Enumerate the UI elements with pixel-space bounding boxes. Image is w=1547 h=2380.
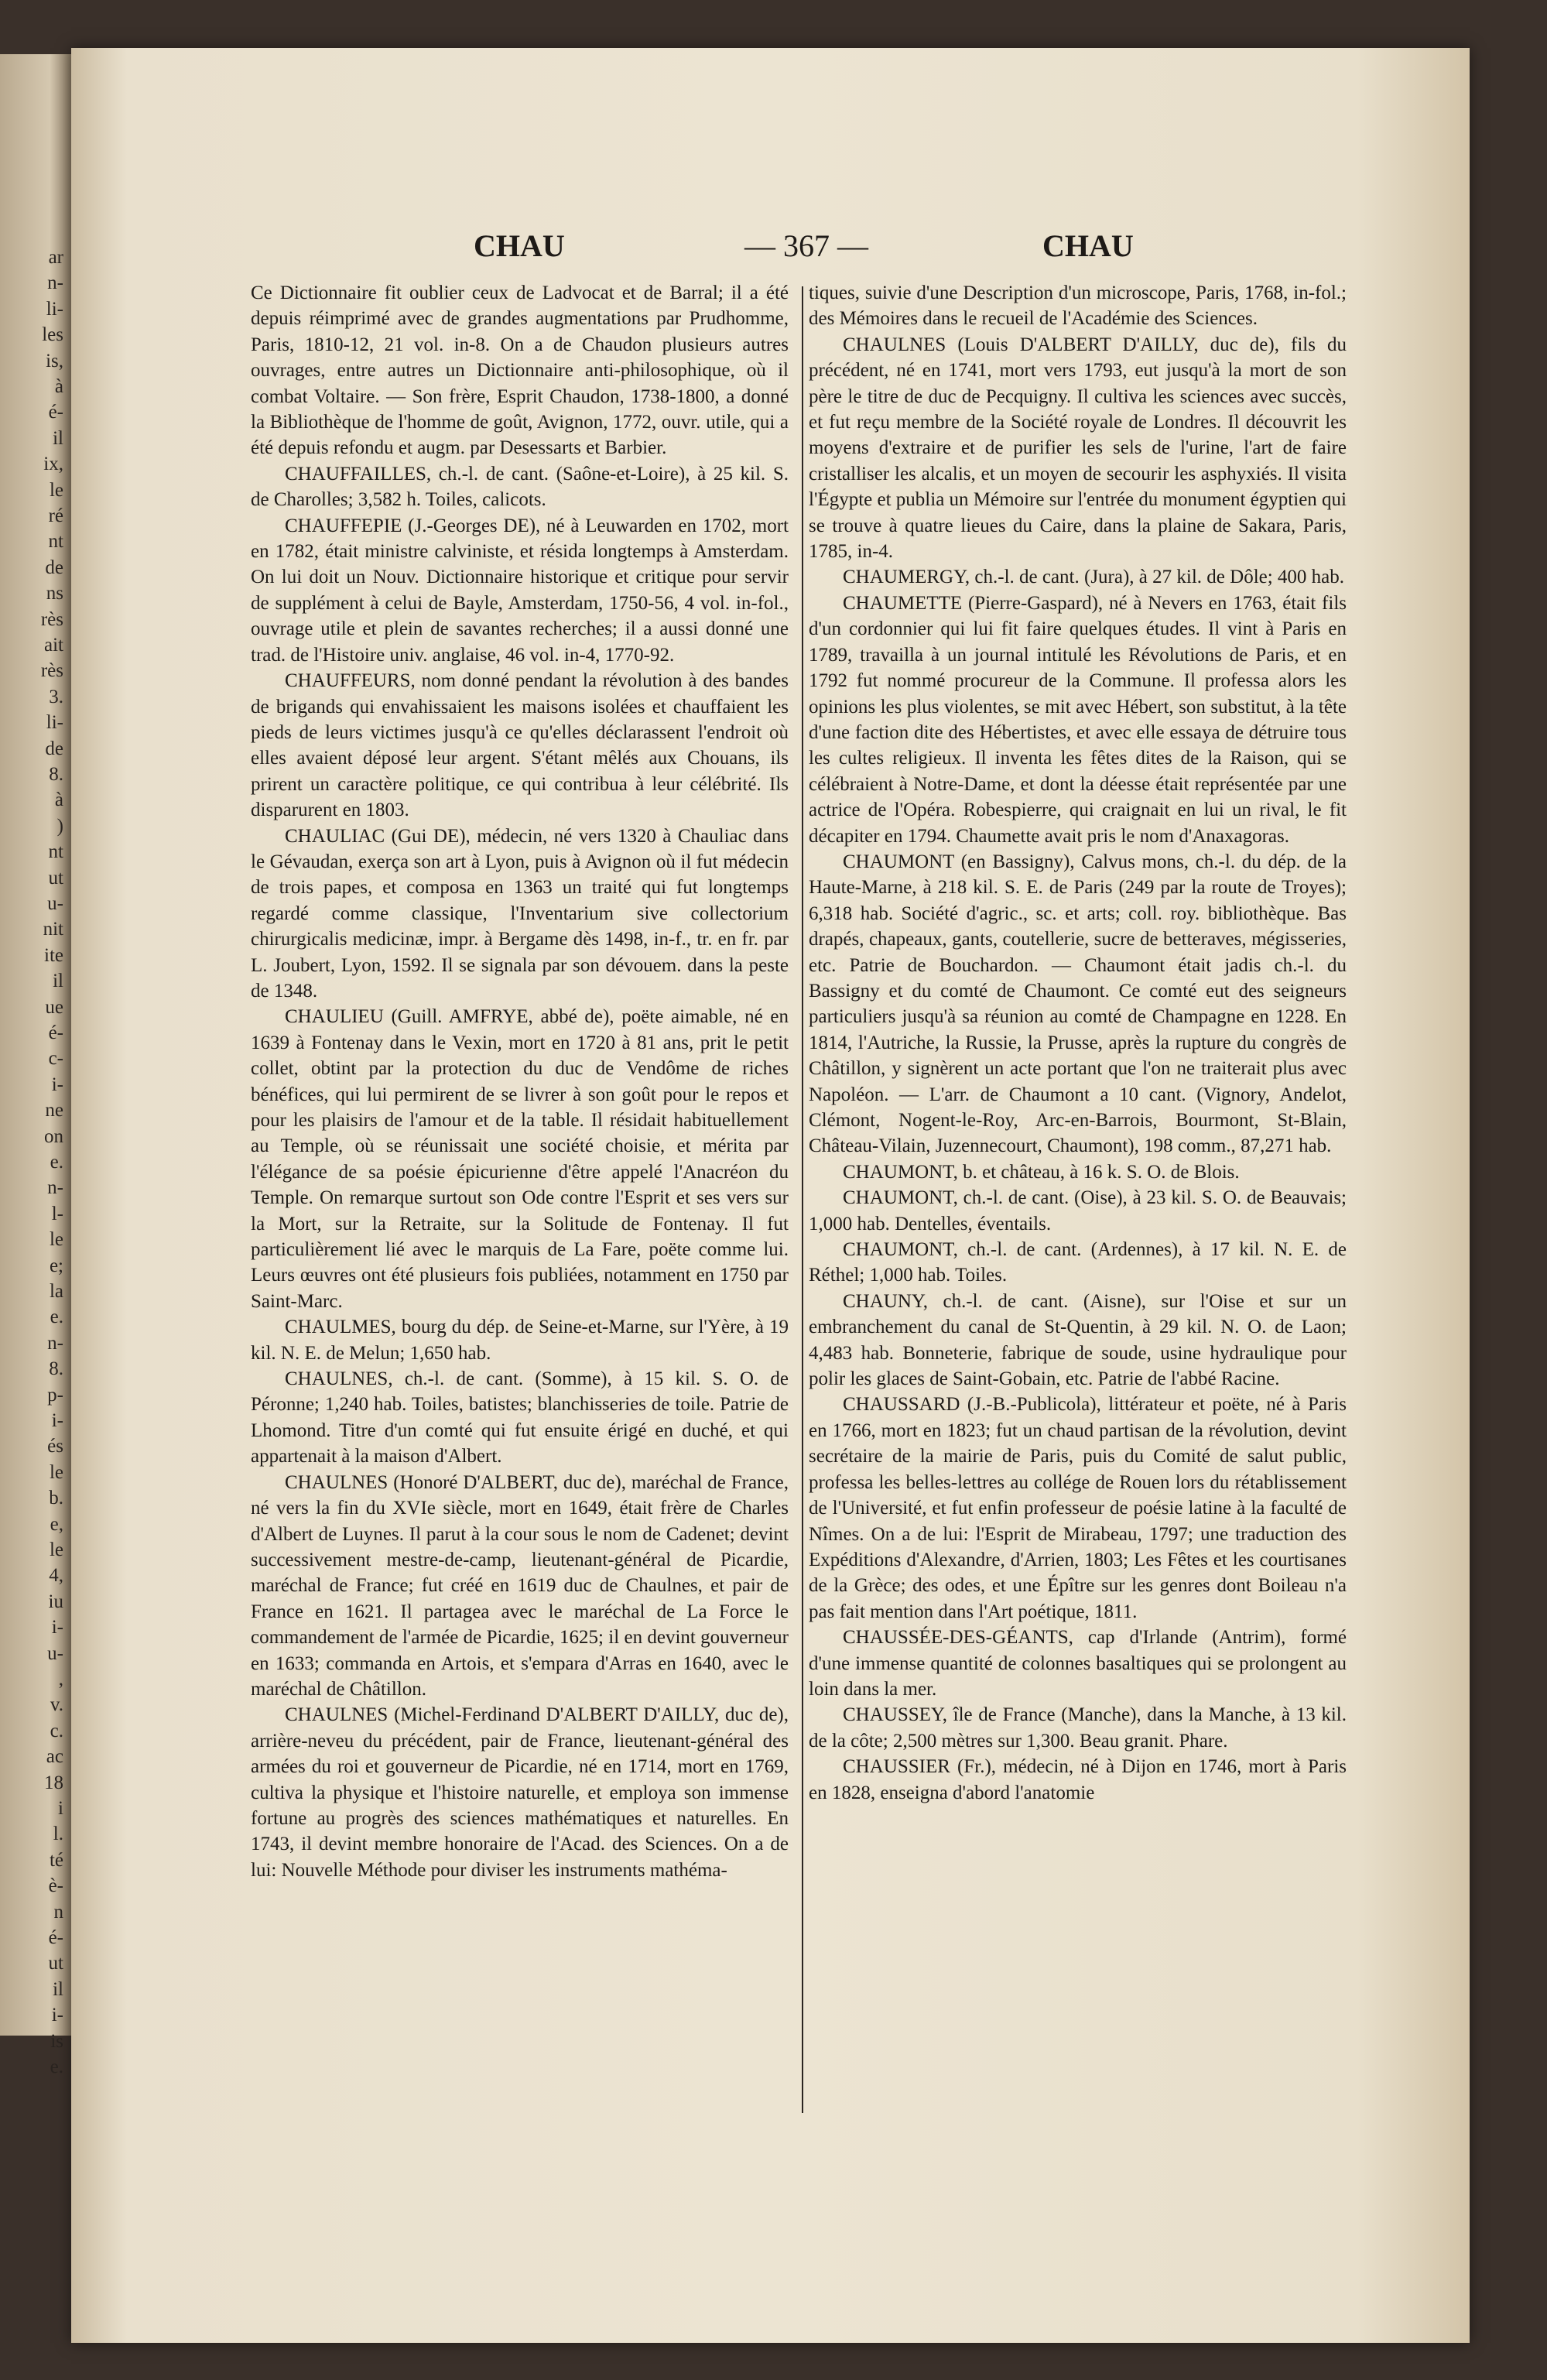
facing-page-fragment: i- bbox=[51, 2005, 63, 2026]
entry-paragraph: Ce Dictionnaire fit oublier ceux de Ladvocat et de Barral; il a été depuis réimprimé avec de grandes augmentations par Prudhomme, Paris, 1810-12, 21 vol. in-8. On a de Chaudon plusieurs autres ouvrages, entre autres un Dictionnaire anti-philosophique, où il combat Voltaire. — Son frère, Esprit Chaudon, 1738-1800, a donné la Bibliothèque de l'homme de goût, Avignon, 1772, ouvr. utile, qui a été depuis refondu et augm. par Desessarts et Barbier. bbox=[251, 283, 789, 459]
dictionary-page bbox=[71, 48, 1470, 2343]
facing-page-fragment: é- bbox=[48, 1927, 63, 1948]
facing-page-fragment: rès bbox=[40, 660, 63, 682]
facing-page-fragment: ite bbox=[44, 944, 63, 966]
facing-page-fragment: c- bbox=[48, 1048, 63, 1070]
entry-paragraph: CHAULMES, bourg du dép. de Seine-et-Marne, sur l'Yère, à 19 kil. N. E. de Melun; 1,650 hab. bbox=[251, 1317, 789, 1364]
facing-page-fragment: b. bbox=[49, 1488, 63, 1509]
facing-page-fragment: le bbox=[49, 1461, 63, 1483]
entry-paragraph: CHAUSSARD (J.-B.-Publicola), littérateur et poëte, né à Paris en 1766, mort en 1823; fut un chaud partisan de la révolution, devint secrétaire de la mairie de Paris, puis du Comité de salut public, professa les belles-lettres au collége de Rouen lors du rétablissement de l'Université, et fut enfin professeur de poésie latine à la faculté de Nîmes. On a de lui: l'Esprit de Mirabeau, 1797; une traduction des Expéditions d'Alexandre, d'Arrien, 1803; Les Fêtes et les courtisanes de la Grèce; des odes, et une Épître sur les genres dont Boileau n'a pas fait mention dans l'Art poétique, 1811. bbox=[809, 1394, 1347, 1622]
facing-page-fragment: l- bbox=[51, 1203, 63, 1224]
facing-page-fragment: le bbox=[49, 1229, 63, 1251]
facing-page-fragment: u- bbox=[47, 1642, 63, 1664]
facing-page-fragment: és bbox=[47, 1436, 63, 1457]
facing-page-fragment: ut bbox=[48, 867, 63, 889]
facing-page-fragment: ar bbox=[48, 247, 63, 268]
facing-page-fragment: i bbox=[58, 1798, 63, 1819]
facing-page-fragment: 18 bbox=[44, 1772, 63, 1793]
entry-paragraph: CHAUMONT, ch.-l. de cant. (Oise), à 23 kil. S. O. de Beauvais; 1,000 hab. Dentelles, éventails. bbox=[809, 1187, 1347, 1235]
facing-page-fragment: ne bbox=[45, 1100, 63, 1122]
running-head bbox=[396, 228, 1472, 274]
entry-paragraph: CHAULNES (Honoré D'ALBERT, duc de), maréchal de France, né vers la fin du XVIe siècle, mort en 1649, était frère de Charles d'Albert de Luynes. Il parut à la cour sous le nom de Cadenet; devint successivement mestre-de-camp, lieutenant-général de Picardie, maréchal de France; fut créé en 1619 duc de Chaulnes, et pair de France en 1621. Il partagea avec le maréchal de La Force le commandement de l'armée de Picardie, 1625; il en devint gouverneur en 1633; commanda en Artois, et s'empara d'Arras en 1640, avec le maréchal de Châtillon. bbox=[251, 1471, 789, 1700]
facing-page-fragment: i- bbox=[51, 1410, 63, 1431]
facing-page-fragment: is bbox=[50, 2030, 63, 2052]
facing-page-fragment: nt bbox=[48, 531, 63, 553]
facing-page-fragment: n- bbox=[47, 1177, 63, 1199]
facing-page-fragment: li- bbox=[46, 298, 63, 320]
entry-paragraph: CHAUNY, ch.-l. de cant. (Aisne), sur l'Oise et sur un embranchement du canal de St-Quentin, à 29 kil. N. O. de Laon; 4,483 hab. Bonneterie, fabrique de soude, usine hydraulique pour polir les glaces de Saint-Gobain, etc. Patrie de l'abbé Racine. bbox=[809, 1290, 1347, 1390]
facing-page-fragment: ac bbox=[46, 1746, 63, 1768]
facing-page-fragment: ) bbox=[56, 815, 63, 837]
facing-page-fragment: e, bbox=[50, 1513, 63, 1535]
facing-page-fragment: il bbox=[53, 1978, 63, 2000]
facing-page-fragment: té bbox=[49, 1849, 63, 1871]
entry-paragraph: tiques, suivie d'une Description d'un microscope, Paris, 1768, in-fol.; des Mémoires dans le recueil de l'Académie des Sciences. bbox=[809, 283, 1347, 330]
facing-page-fragment: li- bbox=[46, 712, 63, 734]
facing-page-fragment: de bbox=[45, 738, 63, 759]
entry-paragraph: CHAUMONT (en Bassigny), Calvus mons, ch.-l. du dép. de la Haute-Marne, à 218 kil. S. E. de Paris (249 par la route de Troyes); 6,318 hab. Société d'agric., sc. et arts; coll. roy. bibliothèque. Bas drapés, chapeaux, gants, coutellerie, sucre de betteraves, mégisseries, etc. Patrie de Bouchardon. — Chaumont était jadis ch.-l. du Bassigny et du comté de Chaumont. Ce comté eut des seigneurs particuliers jusqu'à sa réunion au comté de Champagne en 1228. En 1814, l'Autriche, la Russie, la Prusse, après la rupture du congrès de Châtillon, y signèrent un acte portant que l'on ne traiterait plus avec Napoléon. — L'arr. de Chaumont a 10 cant. (Vignory, Andelot, Clémont, Nogent-le-Roy, Arc-en-Barrois, Bourmont, St-Blain, Château-Vilain, Juzennecourt, Chaumont), 198 comm., 87,271 hab. bbox=[809, 851, 1347, 1157]
right-column bbox=[809, 280, 1347, 1806]
column-divider bbox=[802, 286, 803, 2113]
facing-page-fragment: le bbox=[49, 479, 63, 501]
entry-paragraph: CHAUMONT, b. et château, à 16 k. S. O. de Blois. bbox=[843, 1161, 1240, 1183]
facing-page-fragment: il bbox=[53, 971, 63, 992]
facing-page-fragment: e. bbox=[50, 1152, 63, 1173]
facing-page-fragment: è- bbox=[48, 1875, 63, 1897]
entry-paragraph: CHAUFFAILLES, ch.-l. de cant. (Saône-et-Loire), à 25 kil. S. de Charolles; 3,582 h. Toiles, calicots. bbox=[251, 463, 789, 511]
facing-page-fragment: on bbox=[44, 1125, 63, 1147]
entry-paragraph: CHAULIAC (Gui DE), médecin, né vers 1320 à Chauliac dans le Gévaudan, exerça son art à Lyon, puis à Avignon où il fut médecin de trois papes, et composa en 1363 un traité qui fut longtemps regardé comme classique, l'Inventarium sive collectorium chirurgicalis medicinæ, impr. à Bergame dès 1498, in-f., tr. en fr. par L. Joubert, Lyon, 1592. Il se signala par son dévouem. dans la peste de 1348. bbox=[251, 825, 789, 1002]
facing-page-fragment: 4, bbox=[49, 1565, 63, 1587]
facing-page-fragment: iu bbox=[48, 1591, 63, 1612]
facing-page-fragment: n bbox=[53, 1901, 63, 1923]
entry-paragraph: CHAUMONT, ch.-l. de cant. (Ardennes), à 17 kil. N. E. de Réthel; 1,000 hab. Toiles. bbox=[809, 1239, 1347, 1286]
facing-page-fragment: é- bbox=[48, 402, 63, 423]
entry-paragraph: CHAUFFEPIE (J.-Georges DE), né à Leuwarden en 1702, mort en 1782, était ministre calviniste, et résida longtemps à Amsterdam. On lui doit un Nouv. Dictionnaire historique et critique pour servir de supplément à celui de Bayle, Amsterdam, 1750-56, 4 vol. in-fol., ouvrage utile et plein de savantes recherches; il a aussi donné une trad. de l'Histoire univ. anglaise, 46 vol. in-4, 1770-92. bbox=[251, 515, 789, 666]
facing-page-fragment: ré bbox=[48, 505, 63, 526]
facing-page-fragment: nit bbox=[43, 919, 63, 940]
entry-paragraph: CHAUSSEY, île de France (Manche), dans la Manche, à 13 kil. de la côte; 2,500 mètres sur 1,300. Beau granit. Phare. bbox=[809, 1704, 1347, 1752]
facing-page-fragment: i- bbox=[51, 1617, 63, 1639]
facing-page-fragment: ns bbox=[46, 583, 63, 604]
facing-page-fragment: rès bbox=[40, 608, 63, 630]
facing-page-fragment: 3. bbox=[49, 686, 63, 707]
facing-page-fragment: la bbox=[49, 1281, 63, 1302]
facing-page-fragment: é- bbox=[48, 1022, 63, 1043]
facing-page-fragment: is, bbox=[46, 350, 63, 372]
facing-page-fragment: l. bbox=[53, 1824, 63, 1845]
facing-page-fragment: u- bbox=[47, 893, 63, 914]
left-column bbox=[251, 280, 789, 1883]
facing-page-fragment: il bbox=[53, 427, 63, 449]
entry-paragraph: CHAUFFEURS, nom donné pendant la révolution à des bandes de brigands qui envahissaient les maisons isolées et chauffaient les pieds de leurs victimes jusqu'à ce qu'elles déclarassent l'endroit où elles avaient déposé leur argent. S'étant mêlés aux Chouans, ils prirent un caractère politique, ce qui contribua à leur célébrité. Ils disparurent en 1803. bbox=[251, 670, 789, 821]
facing-page-fragment: i- bbox=[51, 1074, 63, 1095]
facing-page-fragment: ix, bbox=[43, 454, 63, 475]
facing-page-fragment: à bbox=[54, 376, 63, 397]
facing-page-fragment: les bbox=[42, 324, 63, 346]
header-left-word: CHAU bbox=[474, 228, 565, 263]
facing-page-fragment: à bbox=[54, 789, 63, 811]
facing-page-fragment: n- bbox=[47, 1332, 63, 1354]
facing-page-fragment: e; bbox=[49, 1255, 63, 1276]
entry-paragraph: CHAUMERGY, ch.-l. de cant. (Jura), à 27 kil. de Dôle; 400 hab. bbox=[843, 567, 1345, 588]
facing-page-fragment: 8. bbox=[49, 1358, 63, 1380]
facing-page-fragment: n- bbox=[47, 272, 63, 294]
entry-paragraph: CHAULNES (Michel-Ferdinand D'ALBERT D'AILLY, duc de), arrière-neveu du précédent, pair de France, lieutenant-général des armées du roi et gouverneur de Picardie, né en 1714, mort en 1769, cultiva la physique et l'histoire naturelle, et employa son immense fortune au progrès des sciences mathématiques et naturelles. En 1743, il devint membre honoraire de l'Acad. des Sciences. On a de lui: Nouvelle Méthode pour diviser les instruments mathéma- bbox=[251, 1704, 789, 1881]
facing-page-fragment: c. bbox=[50, 1720, 63, 1741]
facing-page-fragment: e. bbox=[50, 1306, 63, 1328]
facing-page-fragment: p- bbox=[47, 1384, 63, 1406]
header-right-word: CHAU bbox=[1042, 228, 1134, 263]
facing-page-fragment: ue bbox=[45, 996, 63, 1018]
page-number: — 367 — bbox=[744, 228, 868, 263]
facing-page-fragment: e. bbox=[50, 2056, 63, 2077]
entry-paragraph: CHAUSSIER (Fr.), médecin, né à Dijon en 1746, mort à Paris en 1828, enseigna d'abord l'anatomie bbox=[809, 1756, 1347, 1803]
facing-page-fragment: ut bbox=[48, 1953, 63, 1974]
entry-paragraph: CHAUMETTE (Pierre-Gaspard), né à Nevers en 1763, était fils d'un cordonnier qui lui fit faire quelques études. Il vint à Paris en 1789, travailla à un journal intitulé les Révolutions de Paris, et en 1792 fut nommé procureur de la Commune. Il professa alors les opinions les plus violentes, se mit avec Hébert, son substitut, à la tête d'une faction dite des Hébertistes, et avec elle essaya de détruire tous les cultes religieux. Il inventa les fêtes dites de la Raison, qui se célébraient à Notre-Dame, et dont la déesse était représentée par une actrice de l'Opéra. Robespierre, qui craignait en lui un rival, le fit décapiter en 1794. Chaumette avait pris le nom d'Anaxagoras. bbox=[809, 592, 1347, 847]
entry-paragraph: CHAULNES (Louis D'ALBERT D'AILLY, duc de), fils du précédent, né en 1741, mort vers 1793, eut jusqu'à la mort de son père le titre de duc de Pecquigny. Il cultiva les sciences avec succès, et fut reçu membre de la Société royale de Londres. Il découvrit les moyens d'extraire et de purifier les sels de l'urine, l'art de faire cristalliser les alcalis, et un moyen de secourir les asphyxiés. Il visita l'Égypte et publia un Mémoire sur l'entrée du monument égyptien qui se trouve à quatre lieues du Caire, dans la plaine de Sakara, Paris, 1785, in-4. bbox=[809, 334, 1347, 563]
facing-page-fragment: ait bbox=[44, 635, 63, 656]
facing-page-fragment: nt bbox=[48, 841, 63, 863]
entry-paragraph: CHAUSSÉE-DES-GÉANTS, cap d'Irlande (Antrim), formé d'une immense quantité de colonnes basaltiques qui se prolongent au loin dans la mer. bbox=[809, 1627, 1347, 1700]
facing-page-fragment: le bbox=[49, 1539, 63, 1560]
entry-paragraph: CHAULNES, ch.-l. de cant. (Somme), à 15 kil. S. O. de Péronne; 1,240 hab. Toiles, batistes; blanchisseries de toile. Patrie de Lhomond. Titre d'un comté qui fut ensuite érigé en duché, et qui appartenait à la maison d'Albert. bbox=[251, 1368, 789, 1467]
entry-paragraph: CHAULIEU (Guill. AMFRYE, abbé de), poëte aimable, né en 1639 à Fontenay dans le Vexin, mort en 1720 à 81 ans, prit le petit collet, obtint par la protection du duc de Vendôme de riches bénéfices, qui lui permirent de se livrer à son goût pour le repos et pour les plaisirs de l'amour et de la table. Il résidait habituellement au Temple, où se réunissait une société choisie, et mérita par l'élégance de sa poésie épicurienne d'être appelé l'Anacréon du Temple. On remarque surtout son Ode contre l'Esprit et ses vers sur la Mort, sur la Retraite, sur la Solitude de Fontenay. Il fut particulièrement lié avec le marquis de La Fare, poëte comme lui. Leurs œuvres ont été plusieurs fois publiées, notamment en 1750 par Saint-Marc. bbox=[251, 1006, 789, 1312]
facing-page-edge bbox=[0, 54, 71, 2077]
facing-page-fragment: v. bbox=[50, 1694, 63, 1716]
facing-page-fragment: de bbox=[45, 556, 63, 578]
facing-page-fragment: , bbox=[58, 1669, 63, 1690]
facing-page-fragment: 8. bbox=[49, 764, 63, 785]
